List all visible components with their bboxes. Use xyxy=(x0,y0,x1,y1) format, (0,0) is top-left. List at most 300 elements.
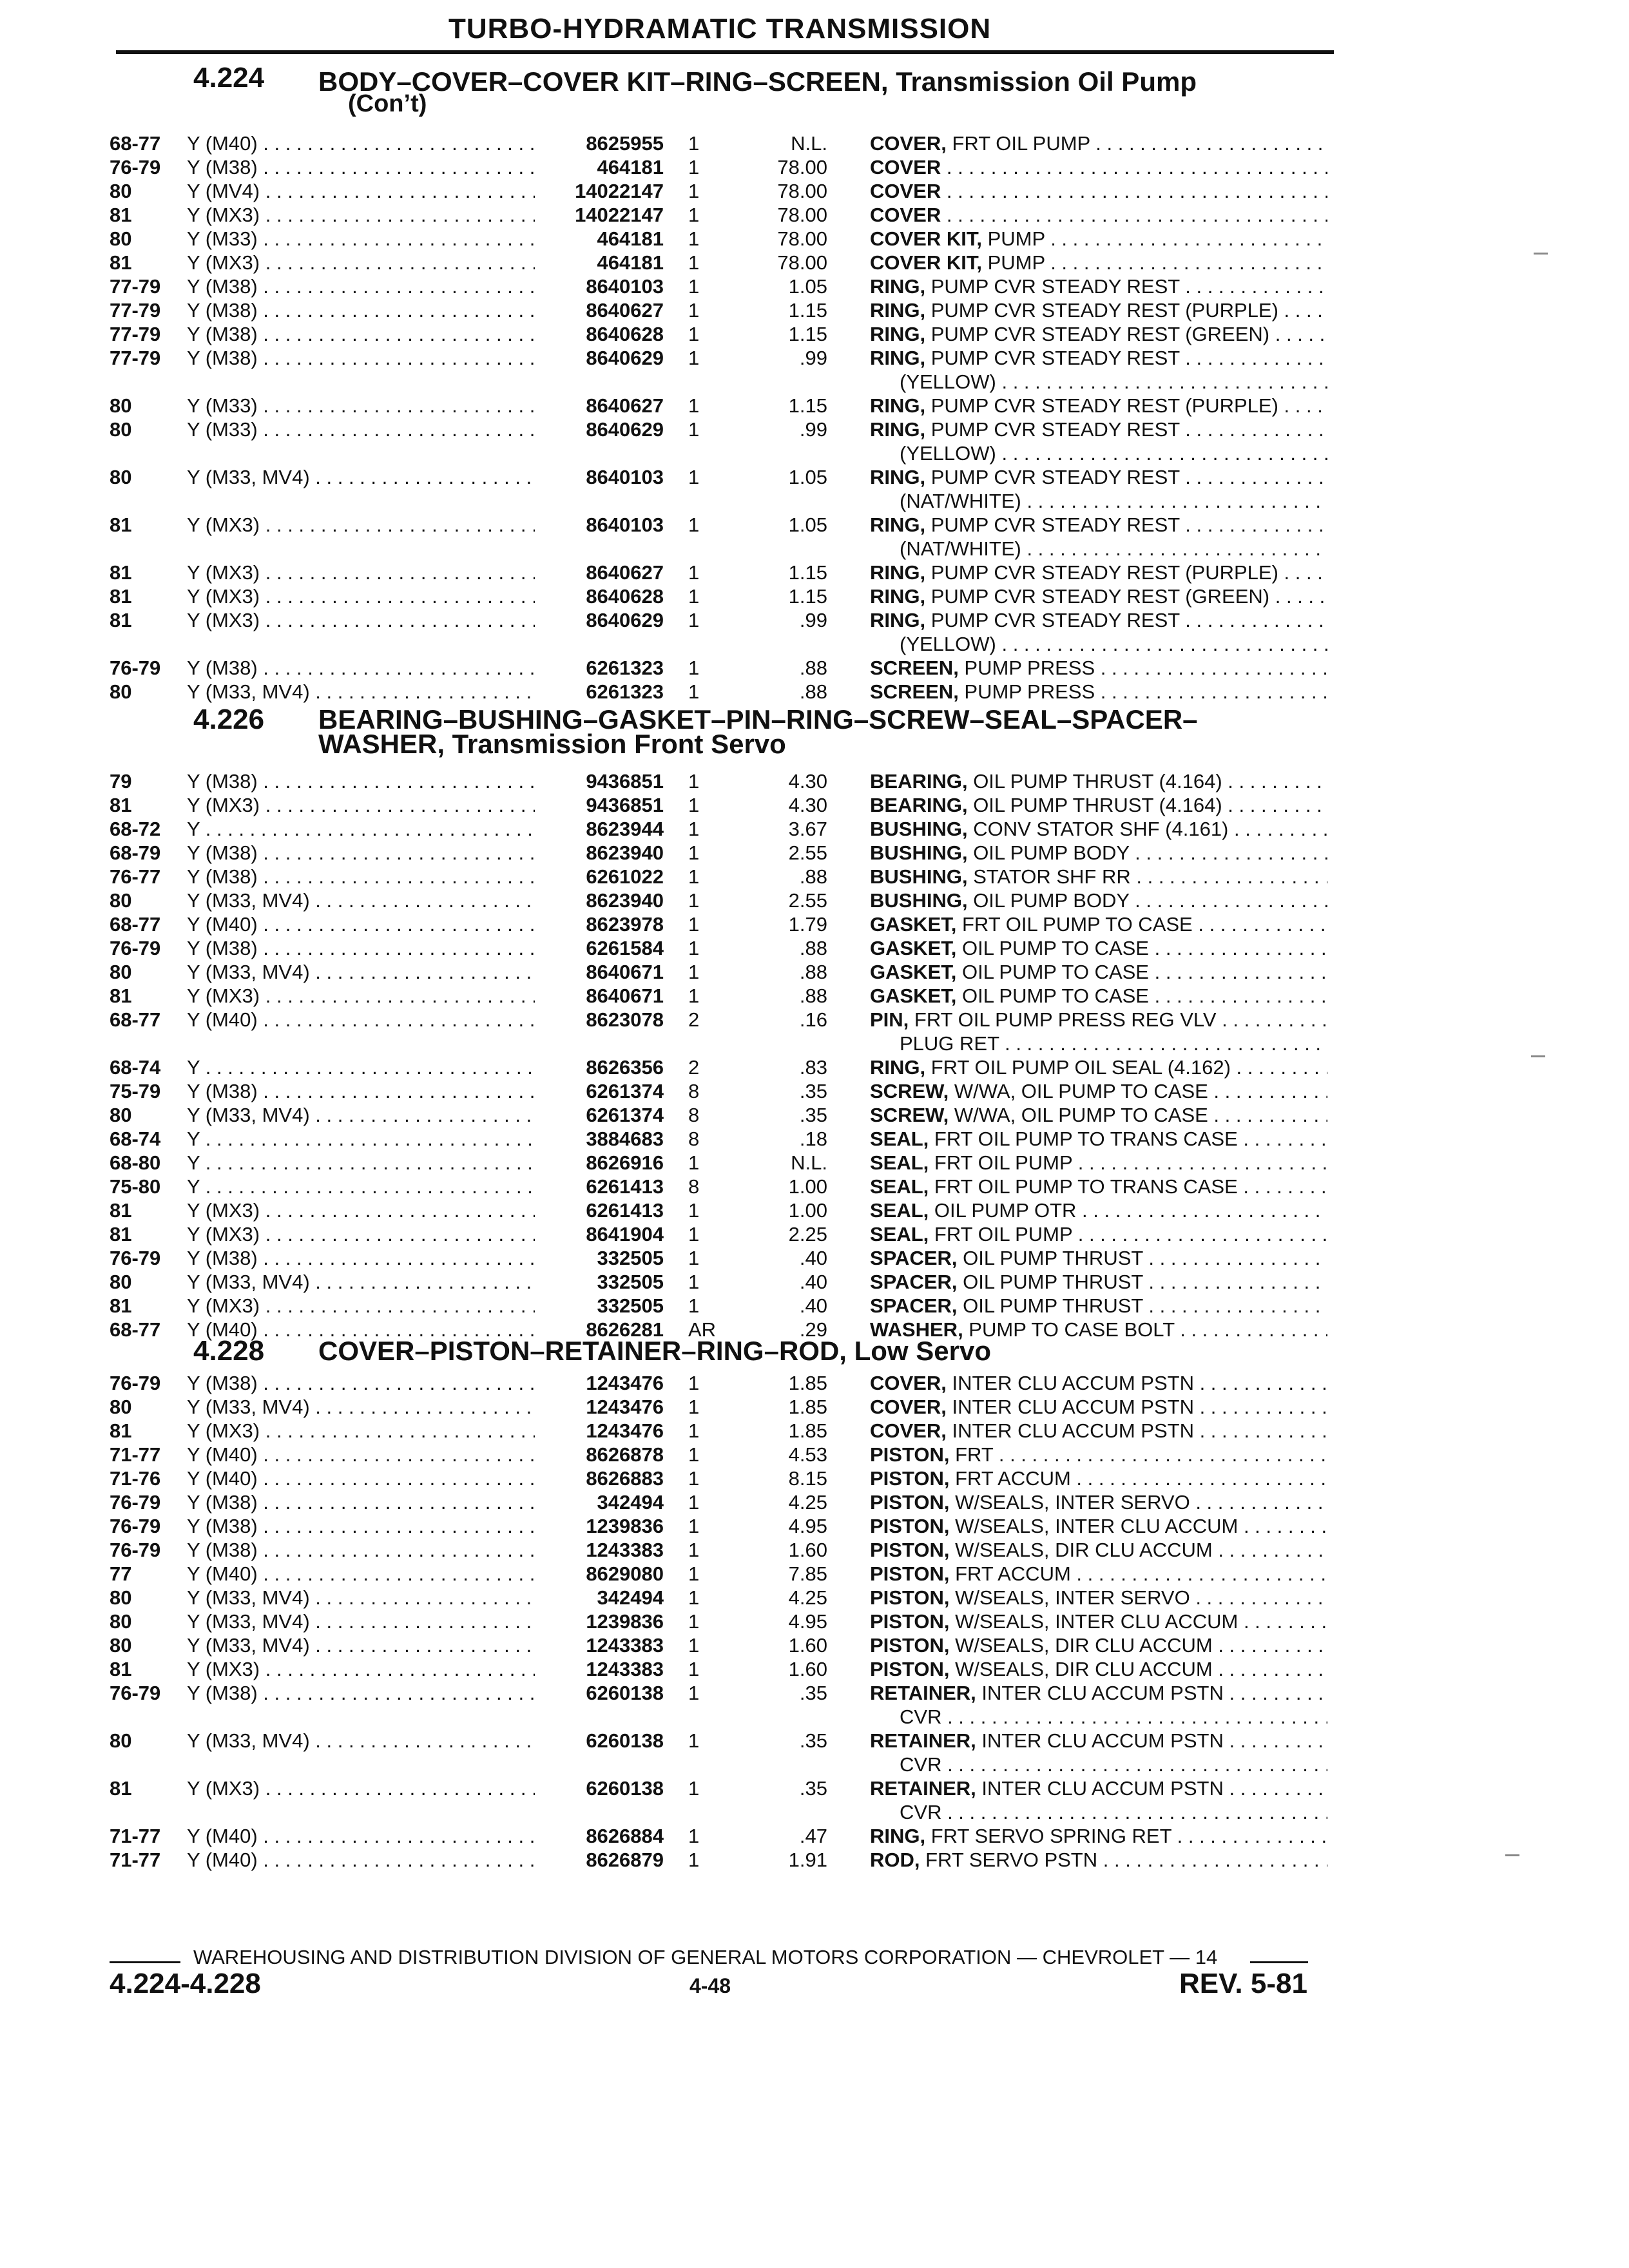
part-name: RETAINER, xyxy=(870,1682,976,1704)
part-description xyxy=(870,1222,1327,1246)
price: 1.60 xyxy=(788,1658,827,1680)
part-row xyxy=(0,1776,1629,1800)
part-name: RING, xyxy=(870,585,926,608)
part-detail: W/SEALS, DIR CLU ACCUM xyxy=(949,1634,1213,1657)
quantity: 1 xyxy=(688,1247,700,1269)
part-number: 8640671 xyxy=(586,961,664,983)
part-row xyxy=(0,1848,1629,1872)
price: .16 xyxy=(799,1008,827,1031)
quantity: 1 xyxy=(688,985,700,1007)
part-description xyxy=(870,227,1327,251)
part-detail: FRT OIL PUMP xyxy=(946,132,1090,155)
model-code: Y (M38) . . . xyxy=(187,1538,535,1562)
part-row xyxy=(0,418,1629,441)
price: 1.15 xyxy=(788,299,827,322)
price: .88 xyxy=(799,657,827,679)
part-number: 1239836 xyxy=(586,1610,664,1633)
part-name: PISTON, xyxy=(870,1658,950,1680)
quantity: 1 xyxy=(688,227,700,250)
part-detail: OIL PUMP BODY xyxy=(967,841,1130,864)
part-number: 8629080 xyxy=(586,1562,664,1585)
model-years: 77-79 xyxy=(110,323,161,345)
part-detail: CONV STATOR SHF (4.161) xyxy=(967,818,1229,840)
part-number: 8626356 xyxy=(586,1056,664,1079)
model-years: 81 xyxy=(110,585,132,608)
part-description xyxy=(870,394,1327,418)
part-row xyxy=(0,1246,1629,1270)
part-detail: INTER CLU ACCUM PSTN xyxy=(946,1396,1194,1418)
part-number: 8640627 xyxy=(586,299,664,322)
quantity: 1 xyxy=(688,561,700,584)
quantity: 1 xyxy=(688,1271,700,1293)
quantity: 1 xyxy=(688,1515,700,1537)
part-name: SEAL, xyxy=(870,1151,929,1174)
part-number: 464181 xyxy=(597,227,664,250)
part-detail: OIL PUMP BODY xyxy=(967,889,1130,912)
part-number: 6260138 xyxy=(586,1777,664,1800)
part-name: RING, xyxy=(870,323,926,345)
price: 78.00 xyxy=(777,227,827,250)
model-years: 76-79 xyxy=(110,156,161,178)
model-years: 80 xyxy=(110,961,132,983)
part-number: 3884683 xyxy=(586,1128,664,1150)
model-code: Y (M38) . . . xyxy=(187,769,535,793)
part-name: RING, xyxy=(870,1825,926,1847)
price: 2.25 xyxy=(788,1223,827,1245)
part-row xyxy=(0,1681,1629,1705)
part-description xyxy=(870,1490,1327,1514)
part-description xyxy=(870,960,1327,984)
part-name: ROD, xyxy=(870,1849,920,1871)
price: 4.53 xyxy=(788,1443,827,1466)
part-row xyxy=(0,584,1629,608)
part-name: PISTON, xyxy=(870,1610,950,1633)
part-description xyxy=(870,889,1327,912)
quantity: 1 xyxy=(688,818,700,840)
part-name: SCREW, xyxy=(870,1104,949,1126)
part-number: 332505 xyxy=(597,1247,664,1269)
quantity: 1 xyxy=(688,323,700,345)
part-name: BUSHING, xyxy=(870,865,968,888)
part-description xyxy=(870,1562,1327,1586)
model-code: Y . . . xyxy=(187,1055,535,1079)
quantity: 1 xyxy=(688,514,700,536)
quantity: 1 xyxy=(688,1658,700,1680)
model-code: Y (M33, MV4) . . . xyxy=(187,680,535,704)
quantity: 1 xyxy=(688,1682,700,1704)
part-name: SCREEN, xyxy=(870,657,959,679)
model-years: 77-79 xyxy=(110,275,161,298)
part-detail: FRT OIL PUMP TO TRANS CASE xyxy=(929,1175,1238,1198)
part-description xyxy=(870,561,1327,584)
model-code: Y (M38) . . . xyxy=(187,346,535,370)
description-continuation: (YELLOW) . . . xyxy=(900,370,1327,394)
part-number: 8626281 xyxy=(586,1318,664,1341)
part-detail: W/SEALS, INTER SERVO xyxy=(949,1491,1190,1514)
part-description xyxy=(870,1008,1327,1032)
quantity: 2 xyxy=(688,1056,700,1079)
part-detail: FRT xyxy=(949,1443,994,1466)
part-name: COVER, xyxy=(870,1419,947,1442)
model-years: 81 xyxy=(110,1777,132,1800)
part-description xyxy=(870,1175,1327,1198)
part-row xyxy=(0,1318,1629,1341)
part-description xyxy=(870,608,1327,632)
model-years: 76-79 xyxy=(110,1682,161,1704)
section-title: COVER–PISTON–RETAINER–RING–ROD, Low Servo xyxy=(318,1336,991,1366)
part-number: 8640103 xyxy=(586,466,664,488)
model-code: Y (M38) . . . xyxy=(187,1514,535,1538)
part-number: 8640627 xyxy=(586,561,664,584)
footer-page-number: 4-48 xyxy=(689,1974,731,1997)
part-row xyxy=(0,1443,1629,1466)
footer-rule xyxy=(110,1961,180,1963)
part-number: 8625955 xyxy=(586,132,664,155)
quantity: 1 xyxy=(688,1825,700,1847)
part-detail: OIL PUMP THRUST xyxy=(957,1247,1143,1269)
part-description xyxy=(870,274,1327,298)
model-years: 76-79 xyxy=(110,657,161,679)
part-number: 6261022 xyxy=(586,865,664,888)
price: .99 xyxy=(799,609,827,631)
section-number: 4.224 xyxy=(193,62,265,93)
model-years: 81 xyxy=(110,251,132,274)
part-number: 9436851 xyxy=(586,794,664,816)
model-years: 75-79 xyxy=(110,1080,161,1102)
description-continuation: CVR . . . xyxy=(900,1800,1327,1824)
part-description xyxy=(870,865,1327,889)
quantity: 8 xyxy=(688,1080,700,1102)
part-number: 342494 xyxy=(597,1586,664,1609)
model-code: Y (MX3) . . . xyxy=(187,793,535,817)
part-description xyxy=(870,1586,1327,1610)
model-code: Y (M33, MV4) . . . xyxy=(187,1270,535,1294)
part-row xyxy=(0,1395,1629,1419)
model-years: 80 xyxy=(110,1396,132,1418)
part-number: 6261374 xyxy=(586,1080,664,1102)
model-years: 76-79 xyxy=(110,1539,161,1561)
part-row xyxy=(0,1270,1629,1294)
quantity: 1 xyxy=(688,585,700,608)
part-name: GASKET, xyxy=(870,961,957,983)
part-detail: OIL PUMP TO CASE xyxy=(956,985,1149,1007)
model-code: Y (M33, MV4) . . . xyxy=(187,1395,535,1419)
part-detail: PUMP CVR STEADY REST xyxy=(925,609,1180,631)
quantity: 1 xyxy=(688,275,700,298)
part-name: SCREW, xyxy=(870,1080,949,1102)
part-row xyxy=(0,769,1629,793)
part-name: COVER xyxy=(870,156,941,178)
model-code: Y (M38) . . . xyxy=(187,865,535,889)
price: 1.15 xyxy=(788,394,827,417)
part-number: 8641904 xyxy=(586,1223,664,1245)
part-name: PISTON, xyxy=(870,1443,950,1466)
quantity: 1 xyxy=(688,1372,700,1394)
part-row xyxy=(0,817,1629,841)
price: 1.15 xyxy=(788,561,827,584)
part-description xyxy=(870,155,1327,179)
price: 4.95 xyxy=(788,1610,827,1633)
model-years: 77-79 xyxy=(110,347,161,369)
quantity: 2 xyxy=(688,1008,700,1031)
part-number: 8626883 xyxy=(586,1467,664,1490)
part-description xyxy=(870,513,1327,537)
part-row xyxy=(0,1657,1629,1681)
quantity: 1 xyxy=(688,251,700,274)
model-code: Y (M38) . . . xyxy=(187,1371,535,1395)
part-description xyxy=(870,984,1327,1008)
part-row xyxy=(0,912,1629,936)
part-row xyxy=(0,203,1629,227)
part-description xyxy=(870,1824,1327,1848)
quantity: 1 xyxy=(688,913,700,936)
section-title: BODY–COVER–COVER KIT–RING–SCREEN, Transmission Oil Pump xyxy=(318,66,1197,97)
section-number: 4.228 xyxy=(193,1335,265,1367)
part-detail: PUMP CVR STEADY REST xyxy=(925,466,1180,488)
model-code: Y (MX3) . . . xyxy=(187,1294,535,1318)
price: .35 xyxy=(799,1729,827,1752)
model-years: 71-77 xyxy=(110,1849,161,1871)
part-number: 6261584 xyxy=(586,937,664,959)
model-code: Y (MX3) . . . xyxy=(187,561,535,584)
part-detail: PUMP PRESS xyxy=(958,680,1095,703)
model-code: Y (MX3) . . . xyxy=(187,203,535,227)
part-description xyxy=(870,131,1327,155)
part-number: 464181 xyxy=(597,251,664,274)
price: .40 xyxy=(799,1294,827,1317)
model-years: 81 xyxy=(110,1223,132,1245)
quantity: 1 xyxy=(688,1151,700,1174)
part-number: 8623978 xyxy=(586,913,664,936)
part-row xyxy=(0,793,1629,817)
price: N.L. xyxy=(791,1151,827,1174)
quantity: 8 xyxy=(688,1175,700,1198)
price: .88 xyxy=(799,937,827,959)
part-detail: INTER CLU ACCUM PSTN xyxy=(946,1372,1194,1394)
model-code: Y (MX3) . . . xyxy=(187,513,535,537)
part-description xyxy=(870,1538,1327,1562)
part-detail: W/SEALS, INTER SERVO xyxy=(949,1586,1190,1609)
quantity: 1 xyxy=(688,180,700,202)
part-name: PISTON, xyxy=(870,1467,950,1490)
model-code: Y (MX3) . . . xyxy=(187,1222,535,1246)
part-row xyxy=(0,1079,1629,1103)
part-row xyxy=(0,656,1629,680)
part-name: RING, xyxy=(870,275,926,298)
part-row xyxy=(0,1586,1629,1610)
quantity: 1 xyxy=(688,418,700,441)
model-years: 77-79 xyxy=(110,299,161,322)
part-name: COVER xyxy=(870,180,941,202)
part-name: SEAL, xyxy=(870,1223,929,1245)
model-code: Y (M38) . . . xyxy=(187,155,535,179)
quantity: 1 xyxy=(688,770,700,793)
part-name: BUSHING, xyxy=(870,889,968,912)
part-description xyxy=(870,1514,1327,1538)
part-row xyxy=(0,1490,1629,1514)
part-row xyxy=(0,1175,1629,1198)
part-name: PISTON, xyxy=(870,1562,950,1585)
price: 1.85 xyxy=(788,1372,827,1394)
part-row xyxy=(0,889,1629,912)
model-code: Y (MX3) . . . xyxy=(187,1657,535,1681)
part-row xyxy=(0,561,1629,584)
part-name: GASKET, xyxy=(870,985,957,1007)
model-code: Y (M40) . . . xyxy=(187,131,535,155)
part-detail: INTER CLU ACCUM PSTN xyxy=(976,1729,1224,1752)
model-code: Y (M38) . . . xyxy=(187,936,535,960)
part-name: COVER, xyxy=(870,1396,947,1418)
model-years: 80 xyxy=(110,1729,132,1752)
part-number: 6261323 xyxy=(586,657,664,679)
model-code: Y (M38) . . . xyxy=(187,274,535,298)
section-title: BEARING–BUSHING–GASKET–PIN–RING–SCREW–SEAL–SPACER– xyxy=(318,704,1198,735)
model-code: Y (M33, MV4) . . . xyxy=(187,1586,535,1610)
section-subtitle: (Con’t) xyxy=(348,90,427,117)
part-name: SPACER, xyxy=(870,1294,958,1317)
part-row xyxy=(0,865,1629,889)
model-years: 76-79 xyxy=(110,1372,161,1394)
part-row xyxy=(0,1103,1629,1127)
quantity: 1 xyxy=(688,1491,700,1514)
quantity: 1 xyxy=(688,794,700,816)
quantity: 1 xyxy=(688,1729,700,1752)
price: .99 xyxy=(799,418,827,441)
quantity: AR xyxy=(688,1318,717,1341)
model-years: 80 xyxy=(110,1271,132,1293)
part-number: 1243476 xyxy=(586,1419,664,1442)
quantity: 1 xyxy=(688,1586,700,1609)
part-detail: PUMP CVR STEADY REST (PURPLE) xyxy=(925,394,1278,417)
model-years: 68-80 xyxy=(110,1151,161,1174)
part-detail: FRT ACCUM xyxy=(949,1562,1071,1585)
part-name: RETAINER, xyxy=(870,1777,976,1800)
model-code: Y (M38) . . . xyxy=(187,322,535,346)
model-code: Y . . . xyxy=(187,1151,535,1175)
part-number: 8626878 xyxy=(586,1443,664,1466)
price: .35 xyxy=(799,1080,827,1102)
model-years: 76-79 xyxy=(110,937,161,959)
part-detail: OIL PUMP TO CASE xyxy=(956,937,1149,959)
model-years: 68-77 xyxy=(110,1008,161,1031)
quantity: 1 xyxy=(688,1634,700,1657)
part-row xyxy=(0,513,1629,537)
price: 1.00 xyxy=(788,1175,827,1198)
model-years: 68-79 xyxy=(110,841,161,864)
model-code: Y (MX3) . . . xyxy=(187,1776,535,1800)
model-code: Y . . . xyxy=(187,1175,535,1198)
price: 1.15 xyxy=(788,323,827,345)
model-code: Y (M33, MV4) . . . xyxy=(187,1633,535,1657)
part-description xyxy=(870,656,1327,680)
price: 78.00 xyxy=(777,204,827,226)
model-code: Y (M33, MV4) . . . xyxy=(187,1729,535,1753)
model-code: Y (M38) . . . xyxy=(187,298,535,322)
model-code: Y (M40) . . . xyxy=(187,1562,535,1586)
model-years: 81 xyxy=(110,1658,132,1680)
part-row xyxy=(0,1055,1629,1079)
part-description xyxy=(870,1848,1327,1872)
section-number: 4.226 xyxy=(193,704,265,735)
quantity: 1 xyxy=(688,657,700,679)
model-years: 80 xyxy=(110,1104,132,1126)
price: .88 xyxy=(799,680,827,703)
part-name: RETAINER, xyxy=(870,1729,976,1752)
model-code: Y (M40) . . . xyxy=(187,1318,535,1341)
part-row xyxy=(0,1371,1629,1395)
part-number: 6261323 xyxy=(586,680,664,703)
part-name: RING, xyxy=(870,394,926,417)
part-number: 8640627 xyxy=(586,394,664,417)
model-code: Y (M33, MV4) . . . xyxy=(187,465,535,489)
part-number: 8623940 xyxy=(586,841,664,864)
part-row xyxy=(0,322,1629,346)
model-code: Y (MX3) . . . xyxy=(187,984,535,1008)
part-row xyxy=(0,680,1629,704)
footer-revision: REV. 5-81 xyxy=(1179,1968,1307,1999)
part-number: 1243383 xyxy=(586,1634,664,1657)
part-name: PISTON, xyxy=(870,1586,950,1609)
model-years: 80 xyxy=(110,394,132,417)
quantity: 1 xyxy=(688,1849,700,1871)
part-name: BEARING, xyxy=(870,794,968,816)
price: 2.55 xyxy=(788,889,827,912)
part-detail: W/SEALS, DIR CLU ACCUM xyxy=(949,1539,1213,1561)
quantity: 1 xyxy=(688,347,700,369)
part-row xyxy=(0,1514,1629,1538)
model-code: Y (M33, MV4) . . . xyxy=(187,960,535,984)
part-detail: PUMP PRESS xyxy=(958,657,1095,679)
part-description xyxy=(870,251,1327,274)
part-description xyxy=(870,1151,1327,1175)
price: 4.25 xyxy=(788,1491,827,1514)
model-code: Y (M33) . . . xyxy=(187,394,535,418)
part-name: SPACER, xyxy=(870,1271,958,1293)
part-description xyxy=(870,680,1327,704)
part-row xyxy=(0,465,1629,489)
footer-rule xyxy=(1250,1961,1308,1963)
price: 1.05 xyxy=(788,466,827,488)
part-description xyxy=(870,465,1327,489)
part-detail: W/SEALS, INTER CLU ACCUM xyxy=(949,1515,1239,1537)
model-years: 79 xyxy=(110,770,132,793)
model-code: Y . . . xyxy=(187,817,535,841)
quantity: 1 xyxy=(688,889,700,912)
part-description xyxy=(870,346,1327,370)
description-continuation-row xyxy=(0,632,1629,656)
part-description xyxy=(870,1103,1327,1127)
model-code: Y . . . xyxy=(187,1127,535,1151)
part-name: BUSHING, xyxy=(870,841,968,864)
part-name: PIN, xyxy=(870,1008,909,1031)
model-years: 76-79 xyxy=(110,1247,161,1269)
price: 1.79 xyxy=(788,913,827,936)
price: .35 xyxy=(799,1682,827,1704)
price: 78.00 xyxy=(777,180,827,202)
price: .40 xyxy=(799,1247,827,1269)
part-name: PISTON, xyxy=(870,1515,950,1537)
part-description xyxy=(870,912,1327,936)
model-years: 76-79 xyxy=(110,1491,161,1514)
part-name: GASKET, xyxy=(870,937,957,959)
price: .99 xyxy=(799,347,827,369)
part-row xyxy=(0,1151,1629,1175)
part-detail: PUMP CVR STEADY REST xyxy=(925,418,1180,441)
part-name: RING, xyxy=(870,561,926,584)
model-code: Y (M33) . . . xyxy=(187,418,535,441)
price: 78.00 xyxy=(777,251,827,274)
part-detail: INTER CLU ACCUM PSTN xyxy=(976,1682,1224,1704)
